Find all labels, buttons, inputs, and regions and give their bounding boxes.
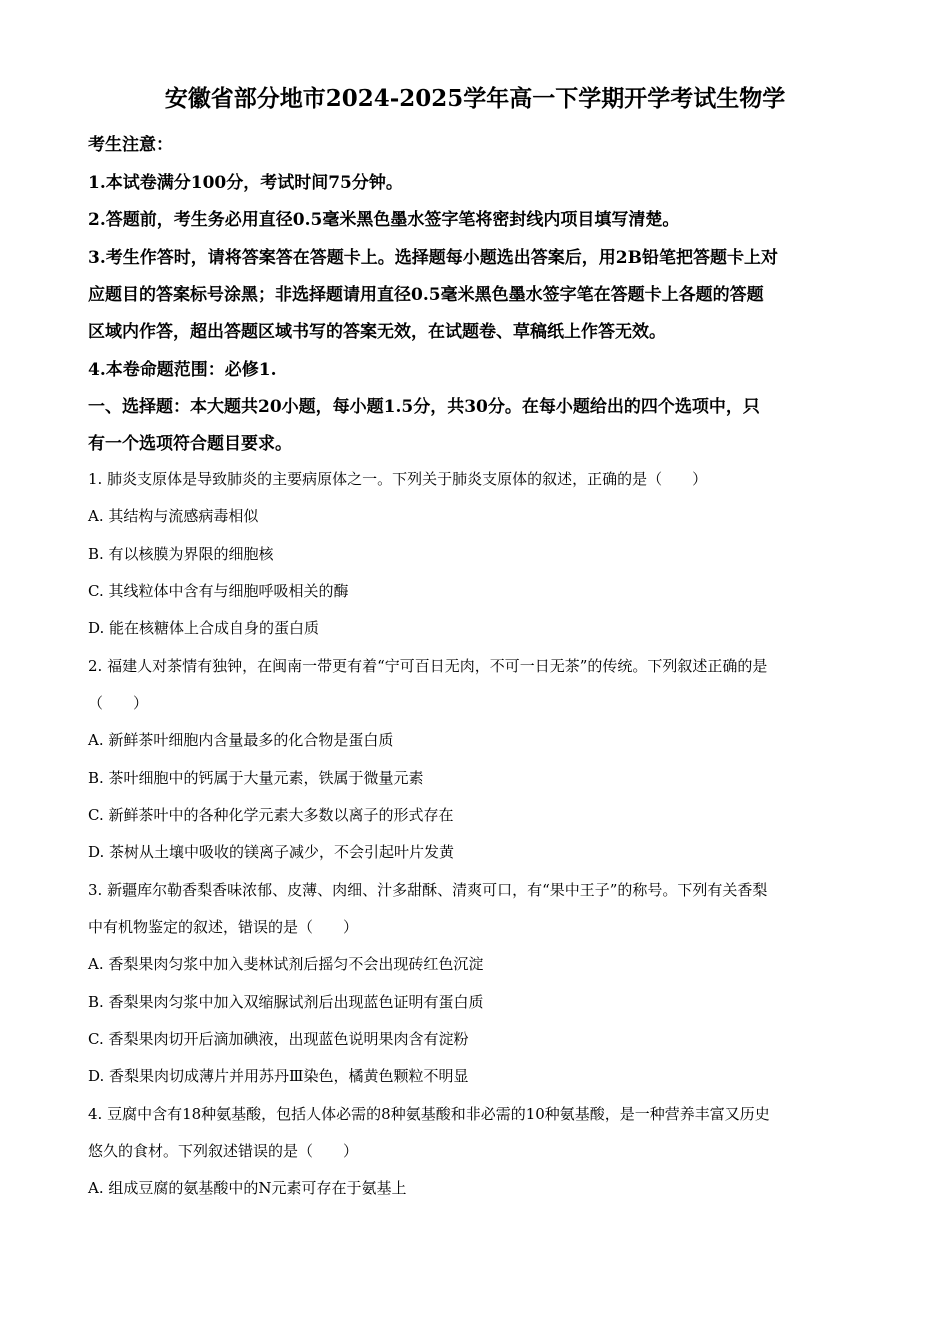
notice-line: 4.本卷命题范围：必修1. bbox=[88, 360, 277, 380]
question-stem: 1. 肺炎支原体是导致肺炎的主要病原体之一。下列关于肺炎支原体的叙述，正确的是（ ） bbox=[88, 470, 708, 488]
notice-line: 3.考生作答时，请将答案答在答题卡上。选择题每小题选出答案后，用2B铅笔把答题卡上对 bbox=[88, 248, 778, 268]
question-stem: （ ） bbox=[88, 694, 149, 712]
notice-heading: 考生注意： bbox=[88, 135, 173, 155]
section-heading: 有一个选项符合题目要求。 bbox=[88, 434, 292, 454]
question-stem: 2. 福建人对茶情有独钟，在闽南一带更有着“宁可百日无肉，不可一日无茶”的传统。下列叙述正确的是 bbox=[88, 657, 768, 675]
option-c: C. 新鲜茶叶中的各种化学元素大多数以离子的形式存在 bbox=[88, 806, 454, 824]
notice-line: 2.答题前，考生务必用直径0.5毫米黑色墨水签字笔将密封线内项目填写清楚。 bbox=[88, 210, 680, 230]
section-heading: 一、选择题：本大题共20小题，每小题1.5分，共30分。在每小题给出的四个选项中，只 bbox=[88, 397, 760, 417]
notice-line: 1.本试卷满分100分，考试时间75分钟。 bbox=[88, 173, 403, 193]
option-a: A. 组成豆腐的氨基酸中的N元素可存在于氨基上 bbox=[88, 1179, 407, 1197]
question-stem: 中有机物鉴定的叙述，错误的是（ ） bbox=[88, 918, 359, 936]
question-stem: 4. 豆腐中含有18种氨基酸，包括人体必需的8种氨基酸和非必需的10种氨基酸，是一种营养丰富又历史 bbox=[88, 1105, 770, 1123]
option-b: B. 有以核膜为界限的细胞核 bbox=[88, 545, 274, 563]
option-a: A. 香梨果肉匀浆中加入斐林试剂后摇匀不会出现砖红色沉淀 bbox=[88, 955, 484, 973]
page-title: 安徽省部分地市2024-2025学年高一下学期开学考试生物学 bbox=[164, 85, 786, 112]
option-d: D. 能在核糖体上合成自身的蛋白质 bbox=[88, 619, 320, 637]
option-d: D. 茶树从土壤中吸收的镁离子减少，不会引起叶片发黄 bbox=[88, 843, 455, 861]
option-c: C. 其线粒体中含有与细胞呼吸相关的酶 bbox=[88, 582, 349, 600]
notice-line: 区域内作答，超出答题区域书写的答案无效，在试题卷、草稿纸上作答无效。 bbox=[88, 322, 666, 342]
option-c: C. 香梨果肉切开后滴加碘液，出现蓝色说明果肉含有淀粉 bbox=[88, 1030, 469, 1048]
option-a: A. 新鲜茶叶细胞内含量最多的化合物是蛋白质 bbox=[88, 731, 394, 749]
question-stem: 悠久的食材。下列叙述错误的是（ ） bbox=[88, 1142, 359, 1160]
notice-line: 应题目的答案标号涂黑；非选择题请用直径0.5毫米黑色墨水签字笔在答题卡上各题的答题 bbox=[88, 285, 764, 305]
option-b: B. 香梨果肉匀浆中加入双缩脲试剂后出现蓝色证明有蛋白质 bbox=[88, 993, 484, 1011]
option-d: D. 香梨果肉切成薄片并用苏丹Ⅲ染色，橘黄色颗粒不明显 bbox=[88, 1067, 469, 1085]
question-stem: 3. 新疆库尔勒香梨香味浓郁、皮薄、肉细、汁多甜酥、清爽可口，有“果中王子”的称号。下列有关香梨 bbox=[88, 881, 768, 899]
option-a: A. 其结构与流感病毒相似 bbox=[88, 507, 259, 525]
option-b: B. 茶叶细胞中的钙属于大量元素，铁属于微量元素 bbox=[88, 769, 424, 787]
